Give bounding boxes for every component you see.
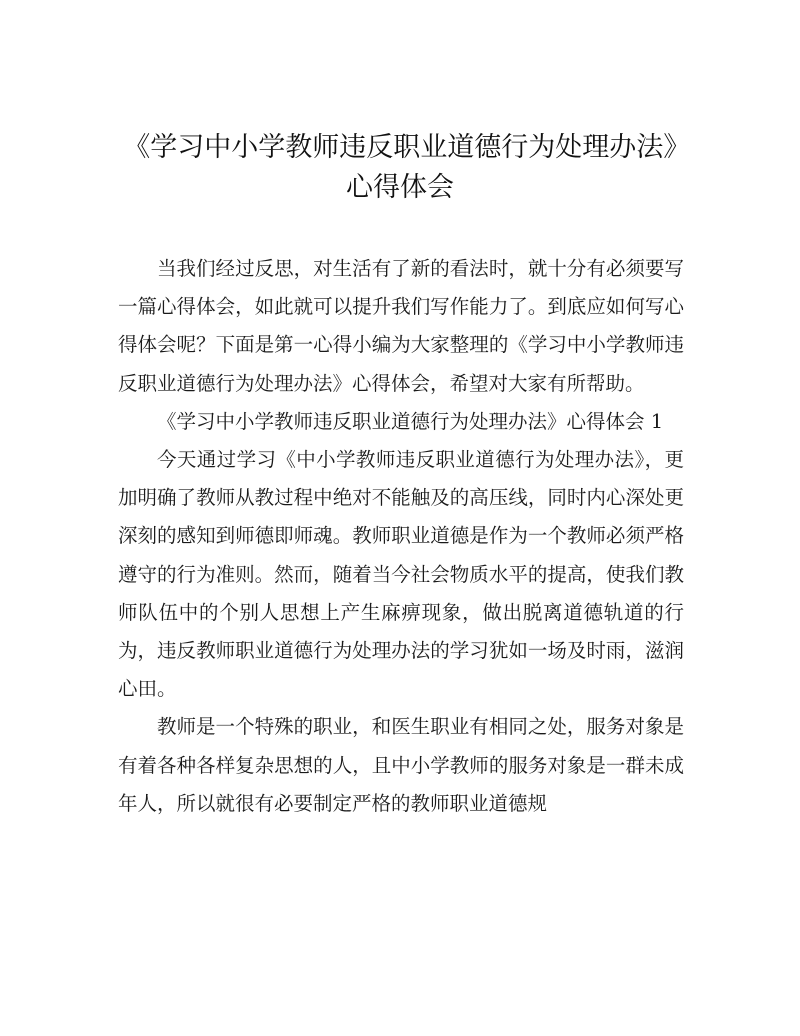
body-paragraph-2: 教师是一个特殊的职业，和医生职业有相同之处，服务对象是有着各种各样复杂思想的人，且中小学教师的服务对象是一群未成年人，所以就很有必要制定严格的教师职业道德规 [118,715,684,815]
document-body [118,250,684,823]
intro-paragraph: 当我们经过反思，对生活有了新的看法时，就十分有必须要写一篇心得体会，如此就可以提升我们写作能力了。到底应如何写心得体会呢？下面是第一心得小编为大家整理的《学习中小学教师违反职业道德行为处理办法》心得体会，希望对大家有所帮助。 [118,257,684,395]
body-paragraph-1: 今天通过学习《中小学教师违反职业道德行为处理办法》，更加明确了教师从教过程中绝对不能触及的高压线，同时内心深处更深刻的感知到师德即师魂。教师职业道德是作为一个教师必须严格遵守的行为准则。然而，随着当今社会物质水平的提高，使我们教师队伍中的个别人思想上产生麻痹现象，做出脱离道德轨道的行为，违反教师职业道德行为处理办法的学习犹如一场及时雨，滋润心田。 [118,448,684,701]
section-heading-1: 《学习中小学教师违反职业道德行为处理办法》心得体会 1 [157,409,664,433]
document-title: 《学习中小学教师违反职业道德行为处理办法》心得体会 [123,132,677,203]
